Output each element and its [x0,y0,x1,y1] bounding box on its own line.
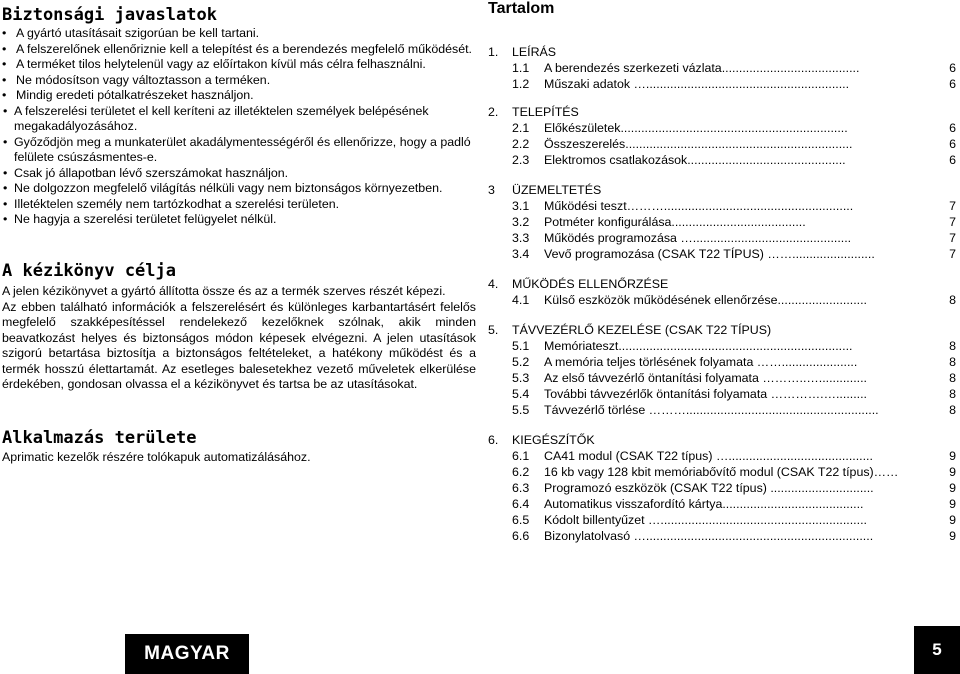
toc-section [488,182,956,262]
toc-section-title: TÁVVEZÉRLŐ KEZELÉSE (CSAK T22 TÍPUS) [512,323,772,337]
toc-entry[interactable] [488,354,956,370]
toc-entry-number: 6.2 [512,465,530,479]
toc-entry-number: 4.1 [512,293,530,307]
toc-entry[interactable] [488,230,956,246]
toc-entry-text: Külső eszközök működésének ellenőrzése.......................... [544,293,867,307]
toc-section-number: 4. [488,277,499,291]
toc-entry-page: 9 [949,465,956,479]
toc-entry-page: 8 [949,293,956,307]
toc-section [488,322,956,418]
toc-entry-page: 9 [949,449,956,463]
safety-item: • A felszerelőnek ellenőriznie kell a telepítést és a berendezés megfelelő működését. [2,42,476,58]
toc-entry[interactable] [488,480,956,496]
toc-section-title: MŰKÖDÉS ELLENŐRZÉSE [512,277,669,291]
toc-section-heading[interactable] [488,432,956,448]
safety-item: • Győződjön meg a munkaterület akadálymentességéről és ellenőrizze, hogy a padló felülete csúszásmentes-e. [2,135,476,166]
toc-entry-page: 6 [949,137,956,151]
toc-entry-text: 16 kb vagy 128 kbit memóriabővítő modul (CSAK T22 típus)…… [544,465,899,479]
toc-entry-page: 6 [949,121,956,135]
toc-entry-number: 5.1 [512,339,530,353]
toc-entry-text: Vevő programozása (CSAK T22 TÍPUS) ……........................ [544,247,875,261]
toc-entry-number: 3.4 [512,247,530,261]
toc-entry-number: 5.3 [512,371,530,385]
toc-entry-text: Az első távvezérlő öntanítási folyamata ………..….............. [544,371,867,385]
toc-section-heading[interactable] [488,44,956,60]
toc-entry-page: 7 [949,247,956,261]
left-column [2,0,476,465]
toc-entry-text: Potméter konfigurálása....................................... [544,215,806,229]
toc-section-title: TELEPÍTÉS [512,105,579,119]
toc-entry-number: 3.2 [512,215,530,229]
toc-entry-text: Automatikus visszafordító kártya......................................... [544,497,864,511]
language-label: MAGYAR [125,634,249,674]
toc-entry-text: Elektromos csatlakozások.............................................. [544,153,846,167]
toc-section-title: ÜZEMELTETÉS [512,183,602,197]
toc-entry-number: 6.4 [512,497,530,511]
toc-entry-number: 5.4 [512,387,530,401]
toc-entry-page: 7 [949,231,956,245]
scope-title: Alkalmazás területe [2,428,197,449]
toc-section [488,432,956,544]
toc-entry-page: 8 [949,339,956,353]
purpose-paragraph-1: A jelen kézikönyvet a gyártó állította össze és az a termék szerves részét képezi. [2,283,446,298]
toc-entry-text: Összeszerelés.................................................................. [544,137,853,151]
toc-entry-number: 2.3 [512,153,530,167]
toc-section-number: 5. [488,323,499,337]
toc-section [488,44,956,92]
toc-section-title: KIEGÉSZÍTŐK [512,433,595,447]
toc-entry-number: 6.3 [512,481,530,495]
toc-entry-text: A berendezés szerkezeti vázlata........................................ [544,61,860,75]
scope-text: Aprimatic kezelők részére tolókapuk automatizálásához. [2,450,311,465]
safety-item: • Ne hagyja a szerelési területet felügyelet nélkül. [2,212,476,228]
toc-column [488,0,956,544]
toc-entry-number: 6.6 [512,529,530,543]
toc-entry[interactable] [488,136,956,152]
toc-section [488,276,956,308]
toc-entry-number: 6.5 [512,513,530,527]
toc-entry[interactable] [488,214,956,230]
toc-entry[interactable] [488,402,956,418]
safety-item: • Csak jó állapotban lévő szerszámokat használjon. [2,166,476,182]
toc-entry-page: 9 [949,529,956,543]
toc-entry-page: 6 [949,61,956,75]
toc-entry-page: 9 [949,497,956,511]
toc-entry[interactable] [488,338,956,354]
toc-entry[interactable] [488,448,956,464]
safety-item: • Mindig eredeti pótalkatrészeket használjon. [2,88,476,104]
toc-entry-page: 7 [949,215,956,229]
toc-entry-text: Memóriateszt.................................................................... [544,339,853,353]
toc-entry-page: 8 [949,403,956,417]
toc-entry-number: 2.2 [512,137,530,151]
toc-section-number: 2. [488,105,499,119]
toc-entry-number: 2.1 [512,121,530,135]
toc-entry-text: Kódolt billentyűzet …............................................................ [544,513,867,527]
page-number: 5 [914,626,960,674]
purpose-paragraph-2: Az ebben található információk a felszerelésért és különleges karbantartásért felelős megfelelő szakképesítéssel rendelekező kezelőknek szólnak, akik minden beavatkozást helyes és biztonságos módon képesek elvégezni. A jelen utasítások szigorú betartása biztosítja a biztonságos feltételeket, a hatékony működést és a termék hosszú élettartamát. Az esetleges balesetekhez vezető műveletek elkerülése érdekében, gondosan olvassa el a kézikönyvet és tartsa be az utasításokat. [2,299,476,392]
purpose-title: A kézikönyv célja [2,260,176,281]
toc-entry-text: Bizonylatolvasó ….................................................................. [544,529,874,543]
toc-entry[interactable] [488,464,956,480]
toc-section-title: LEÍRÁS [512,45,557,59]
toc-section-number: 6. [488,433,499,447]
toc-entry[interactable] [488,292,956,308]
toc-section-heading[interactable] [488,276,956,292]
toc-entry-text: Működés programozása ….............................................. [544,231,852,245]
toc-entry-text: További távvezérlők öntanítási folyamata ………….…......... [544,387,867,401]
toc-entry-number: 5.5 [512,403,530,417]
toc-entry-text: Előkészületek.................................................................. [544,121,848,135]
toc-entry[interactable] [488,246,956,262]
safety-item: • Ne dolgozzon megfelelő világítás nélküli vagy nem biztonságos környezetben. [2,181,476,197]
toc-title: Tartalom [488,0,555,17]
safety-item: • A gyártó utasításait szigorúan be kell tartani. [2,26,476,42]
toc-section-number: 1. [488,45,499,59]
safety-item: • A felszerelési területet el kell keríteni az illetéktelen személyek belépésének megakadályozásához. [2,104,476,135]
safety-item: • A terméket tilos helytelenül vagy az előírtakon kívül más célra felhasználni. [2,57,476,73]
toc-entry-page: 6 [949,153,956,167]
toc-entry[interactable] [488,60,956,76]
safety-title: Biztonsági javaslatok [2,5,217,25]
toc-entry-number: 1.2 [512,77,530,91]
toc-section [488,104,956,168]
toc-entry-page: 8 [949,355,956,369]
toc-entry[interactable] [488,512,956,528]
toc-section-heading[interactable] [488,182,956,198]
toc-entry[interactable] [488,370,956,386]
toc-list [488,44,956,544]
toc-entry-number: 5.2 [512,355,530,369]
toc-section-number: 3 [488,183,495,197]
toc-section-heading[interactable] [488,104,956,120]
toc-entry-number: 3.3 [512,231,530,245]
safety-list [2,26,476,228]
toc-entry-number: 3.1 [512,199,530,213]
toc-entry[interactable] [488,528,956,544]
toc-entry[interactable] [488,496,956,512]
safety-item: • Ne módosítson vagy változtasson a terméken. [2,73,476,89]
toc-entry-text: CA41 modul (CSAK T22 típus) ….......................................... [544,449,873,463]
toc-entry[interactable] [488,386,956,402]
toc-entry-page: 6 [949,77,956,91]
toc-entry-text: Távvezérlő törlése ………........................................................ [544,403,879,417]
toc-entry-text: A memória teljes törlésének folyamata ……...................... [544,355,858,369]
toc-entry[interactable] [488,152,956,168]
toc-entry[interactable] [488,120,956,136]
toc-entry-number: 1.1 [512,61,530,75]
toc-entry[interactable] [488,198,956,214]
toc-entry-page: 9 [949,513,956,527]
toc-entry-page: 8 [949,371,956,385]
toc-entry-page: 8 [949,387,956,401]
toc-section-heading[interactable] [488,322,956,338]
toc-entry-page: 7 [949,199,956,213]
toc-entry-number: 6.1 [512,449,530,463]
toc-entry-text: Működési teszt………....................................................... [544,199,854,213]
safety-item: • Illetéktelen személy nem tartózkodhat a szerelési területen. [2,197,476,213]
toc-entry[interactable] [488,76,956,92]
toc-entry-text: Műszaki adatok …........................................................... [544,77,850,91]
toc-entry-page: 9 [949,481,956,495]
toc-entry-text: Programozó eszközök (CSAK T22 típus) .............................. [544,481,874,495]
